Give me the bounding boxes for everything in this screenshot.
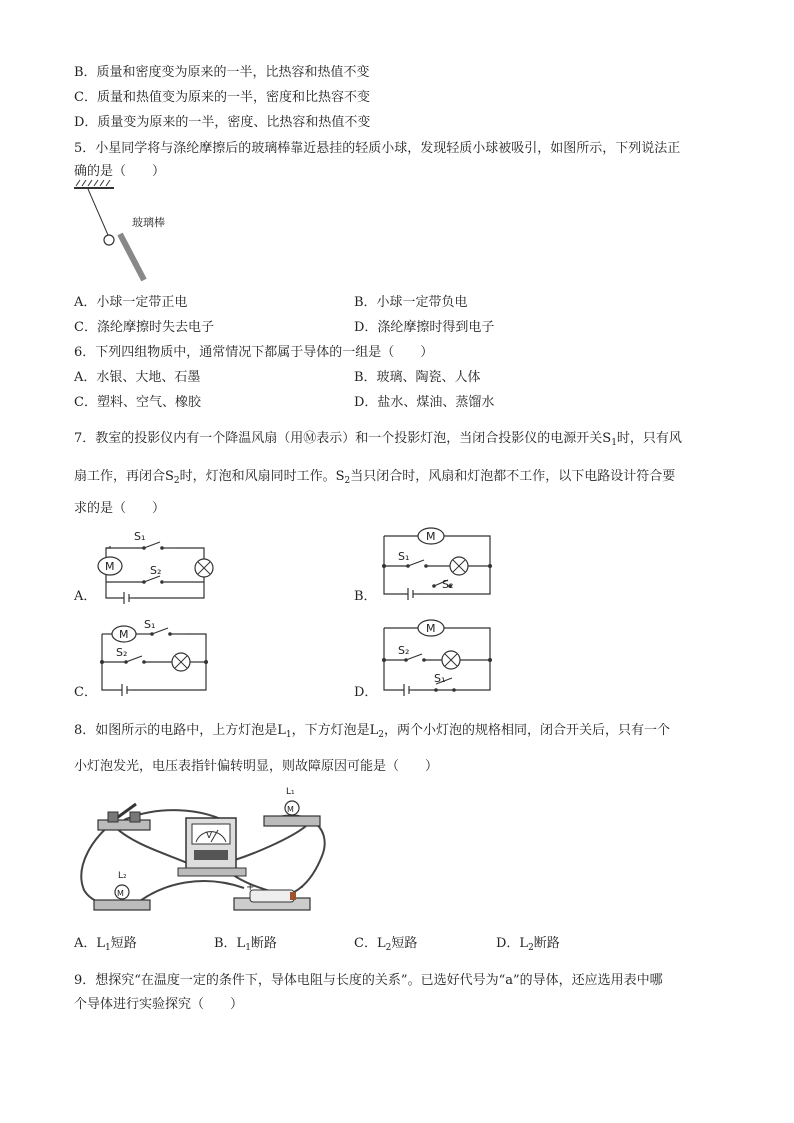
glass-rod — [120, 234, 144, 280]
q6-option-b: B．玻璃、陶瓷、人体 — [354, 370, 481, 385]
voltmeter — [178, 818, 246, 876]
q7-option-c-letter: C． — [74, 685, 97, 700]
q5-option-b: B．小球一定带负电 — [354, 295, 468, 310]
svg-text:S₂: S₂ — [442, 578, 454, 591]
svg-text:S₁: S₁ — [398, 550, 410, 563]
q8-option-d: D．$L_2$断路 — [496, 936, 560, 953]
q9-stem-line2: 个导体进行实验探究（ ） — [74, 997, 244, 1012]
svg-text:V: V — [206, 831, 213, 841]
svg-text:M: M — [426, 622, 436, 635]
lamp-l2 — [94, 871, 150, 910]
q8-stem-line2: 小灯泡发光，电压表指针偏转明显，则故障原因可能是（ ） — [74, 759, 439, 774]
battery — [234, 882, 310, 910]
q7-circuit-d — [378, 614, 498, 694]
q7-option-b-letter: B． — [354, 589, 377, 604]
q5-option-a: A．小球一定带正电 — [74, 295, 188, 310]
q9-stem-line1: 9．想探究“在温度一定的条件下，导体电阻与长度的关系”。已选好代号为“a”的导体，还应选用表中哪 — [74, 973, 663, 988]
q5-stem-line1: 5．小星同学将与涤纶摩擦后的玻璃棒靠近悬挂的轻质小球，发现轻质小球被吸引，如图所示，下列说法正 — [74, 141, 681, 156]
svg-text:L₁: L₁ — [286, 787, 295, 797]
q8-option-c: C．$L_2$短路 — [354, 936, 418, 953]
q6-option-a: A．水银、大地、石墨 — [74, 370, 201, 385]
q8-option-b: B．$L_1$断路 — [214, 936, 277, 953]
q8-stem-line1: 8．如图所示的电路中，上方灯泡是$L_1$，下方灯泡是$L_2$，两个小灯泡的规格相同，闭合开关后，只有一个 — [74, 723, 671, 740]
q7-option-d-letter: D． — [354, 685, 378, 700]
svg-text:L₂: L₂ — [118, 871, 127, 881]
svg-text:-: - — [300, 882, 304, 893]
q8-option-a: A．$L_1$短路 — [74, 936, 137, 953]
svg-text:+: + — [246, 882, 255, 893]
q6-stem: 6．下列四组物质中，通常情况下都属于导体的一组是（ ） — [74, 345, 434, 360]
lamp-l1 — [264, 787, 320, 826]
svg-text:M: M — [426, 530, 436, 543]
svg-text:M: M — [119, 628, 129, 641]
svg-text:S₂: S₂ — [150, 564, 162, 577]
svg-text:M: M — [105, 560, 115, 573]
svg-text:S₁: S₁ — [144, 618, 156, 631]
light-ball — [104, 235, 114, 245]
q5-stem-line2: 确的是（ ） — [74, 164, 166, 179]
q7-stem-line1: 7．教室的投影仪内有一个降温风扇（用Ⓜ表示）和一个投影灯泡，当闭合投影仪的电源开关$S_1$时，只有风 — [74, 431, 682, 448]
q6-option-c: C．塑料、空气、橡胶 — [74, 395, 201, 410]
q7-circuit-b — [378, 526, 498, 601]
q6-option-d: D．盐水、煤油、蒸馏水 — [354, 395, 495, 410]
svg-text:S₁: S₁ — [434, 672, 446, 685]
q4-option-b: B．质量和密度变为原来的一半，比热容和热值不变 — [74, 65, 370, 80]
q7-stem-line3: 求的是（ ） — [74, 501, 166, 516]
svg-text:S₂: S₂ — [398, 644, 410, 657]
pendulum-string — [88, 189, 108, 235]
q7-stem-line2: 扇工作，再闭合$S_2$时，灯泡和风扇同时工作。$S_2$当只闭合时，风扇和灯泡都不工作，以下电路设计符合要 — [74, 469, 676, 486]
svg-text:S₂: S₂ — [116, 646, 128, 659]
q7-circuit-c — [96, 618, 216, 698]
q4-option-c: C．质量和热值变为原来的一半，密度和比热容不变 — [74, 90, 370, 105]
q5-option-d: D．涤纶摩擦时得到电子 — [354, 320, 495, 335]
svg-text:S₁: S₁ — [134, 530, 146, 543]
q8-circuit-figure — [74, 786, 354, 916]
svg-text:M: M — [117, 889, 124, 898]
svg-text:M: M — [287, 805, 294, 814]
glass-rod-label: 玻璃棒 — [132, 216, 165, 229]
switch — [98, 804, 150, 830]
q5-figure — [74, 186, 194, 286]
q7-circuit-a — [96, 528, 216, 603]
q7-option-a-letter: A． — [74, 589, 97, 604]
q5-option-c: C．涤纶摩擦时失去电子 — [74, 320, 214, 335]
q4-option-d: D．质量变为原来的一半，密度、比热容和热值不变 — [74, 115, 371, 130]
